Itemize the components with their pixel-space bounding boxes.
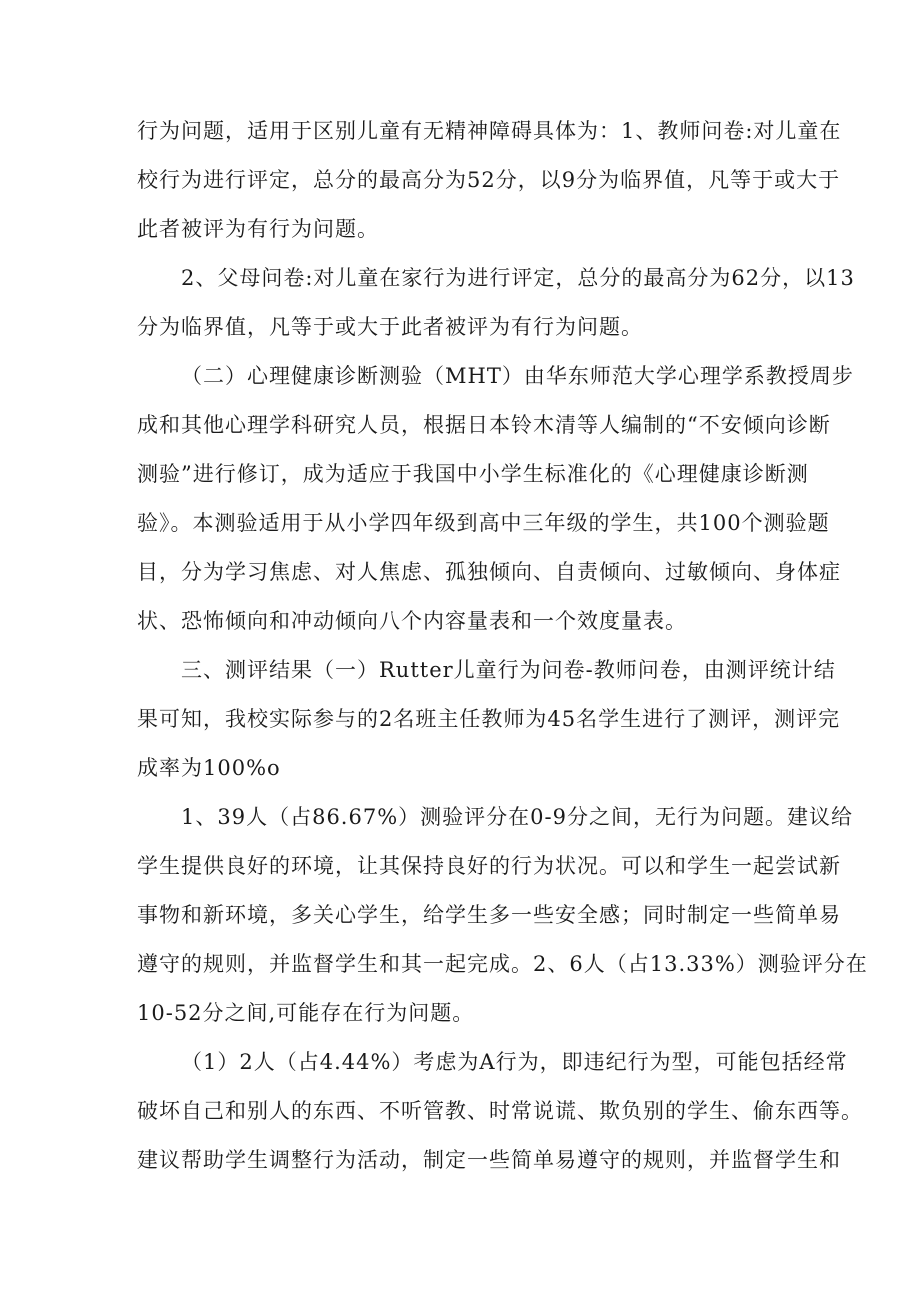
text-line: 成率为100%o [137,756,281,780]
text-line: 2、父母问卷:对儿童在家行为进行评定，总分的最高分为62分，以13 [181,266,855,290]
text-line: 验》。本测验适用于从小学四年级到高中三年级的学生，共100个测验题 [137,511,830,535]
text-line: 果可知，我校实际参与的2名班主任教师为45名学生进行了测评，测评完 [137,707,841,731]
text-line: 1、39人（占86.67%）测验评分在0-9分之间，无行为问题。建议给 [181,805,853,829]
text-line: 分为临界值，凡等于或大于此者被评为有行为问题。 [137,315,643,339]
text-line: 测验”进行修订，成为适应于我国中小学生标准化的《心理健康诊断测 [137,462,809,486]
text-line: 状、恐怖倾向和冲动倾向八个内容量表和一个效度量表。 [137,609,687,633]
text-line: 此者被评为有行为问题。 [137,217,379,241]
text-line: 破坏自己和别人的东西、不听管教、时常说谎、欺负别的学生、偷东西等。 [137,1099,863,1123]
text-line: 三、测评结果（一）Rutter儿童行为问卷-教师问卷，由测评统计结 [181,658,836,682]
text-line: 行为问题，适用于区别儿童有无精神障碍具体为：1、教师问卷:对儿童在 [137,119,842,143]
text-line: 事物和新环境，多关心学生，给学生多一些安全感；同时制定一些简单易 [137,903,841,927]
text-line: 成和其他心理学科研究人员，根据日本铃木清等人编制的“不安倾向诊断 [137,413,831,437]
text-line: 目，分为学习焦虑、对人焦虑、孤独倾向、自责倾向、过敏倾向、身体症 [137,560,841,584]
text-line: 10-52分之间,可能存在行为问题。 [137,1001,475,1025]
text-line: 遵守的规则，并监督学生和其一起完成。2、6人（占13.33%）测验评分在 [137,952,868,976]
text-line: 建议帮助学生调整行为活动，制定一些简单易遵守的规则，并监督学生和 [137,1148,841,1172]
text-line: 学生提供良好的环境，让其保持良好的行为状况。可以和学生一起尝试新 [137,854,841,878]
text-line: （二）心理健康诊断测验（MHT）由华东师范大学心理学系教授周步 [181,364,854,388]
text-line: （1）2人（占4.44%）考虑为A行为，即违纪行为型，可能包括经常 [181,1050,848,1074]
text-line: 校行为进行评定，总分的最高分为52分，以9分为临界值，凡等于或大于 [137,168,841,192]
